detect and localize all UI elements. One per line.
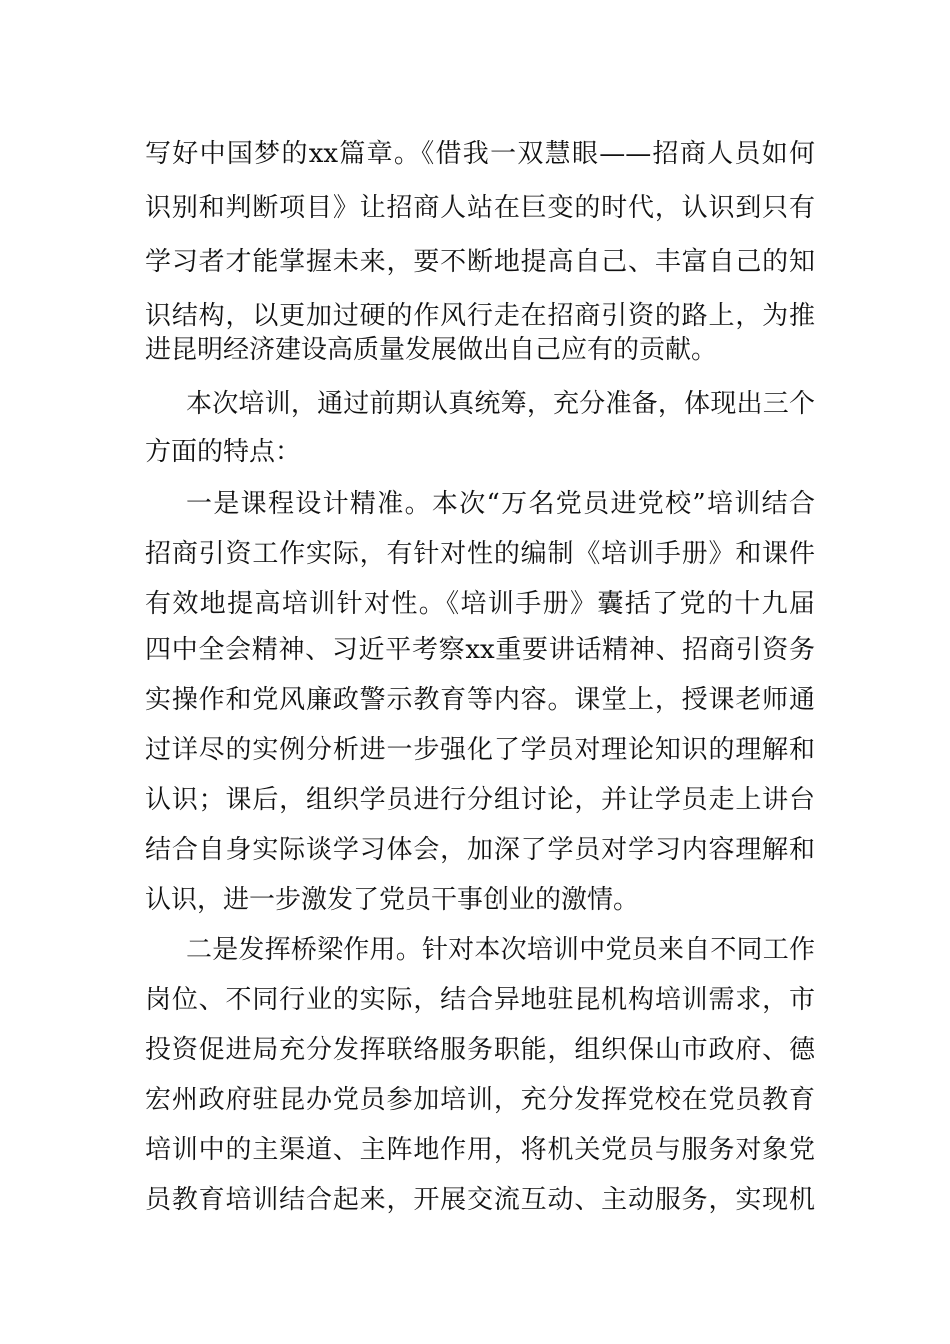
paragraph-first-line: 本次培训，通过前期认真统筹，充分准备，体现出三个 [186, 389, 815, 419]
text-line: 实操作和党风廉政警示教育等内容。课堂上，授课老师通 [145, 685, 815, 715]
text-line: 员教育培训结合起来，开展交流互动、主动服务，实现机 [145, 1185, 815, 1215]
text-line: 岗位、不同行业的实际，结合异地驻昆机构培训需求，市 [145, 985, 815, 1015]
text-line: 培训中的主渠道、主阵地作用，将机关党员与服务对象党 [145, 1135, 815, 1165]
paragraph-first-line: 二是发挥桥梁作用。针对本次培训中党员来自不同工作 [186, 935, 815, 965]
text-line: 宏州政府驻昆办党员参加培训，充分发挥党校在党员教育 [145, 1085, 815, 1115]
text-line: 认识，进一步激发了党员干事创业的激情。 [145, 885, 640, 915]
text-line: 投资促进局充分发挥联络服务职能，组织保山市政府、德 [145, 1035, 815, 1065]
text-line: 结合自身实际谈学习体会，加深了学员对学习内容理解和 [145, 835, 815, 865]
text-line: 认识；课后，组织学员进行分组讨论，并让学员走上讲台 [145, 785, 815, 815]
text-line: 进昆明经济建设高质量发展做出自己应有的贡献。 [145, 335, 718, 365]
text-line: 方面的特点： [145, 437, 302, 467]
text-line: 识结构，以更加过硬的作风行走在招商引资的路上，为推 [145, 301, 815, 331]
text-line: 写好中国梦的xx篇章。《借我一双慧眼——招商人员如何 [145, 139, 815, 169]
text-line: 学习者才能掌握未来，要不断地提高自己、丰富自己的知 [145, 247, 815, 277]
text-line: 识别和判断项目》让招商人站在巨变的时代，认识到只有 [145, 193, 815, 223]
text-line: 有效地提高培训针对性。《培训手册》囊括了党的十九届 [145, 589, 815, 619]
text-line: 过详尽的实例分析进一步强化了学员对理论知识的理解和 [145, 735, 815, 765]
text-line: 四中全会精神、习近平考察xx重要讲话精神、招商引资务 [145, 635, 815, 665]
text-line: 招商引资工作实际，有针对性的编制《培训手册》和课件 [145, 539, 815, 569]
paragraph-first-line: 一是课程设计精准。本次“万名党员进党校”培训结合 [186, 489, 815, 519]
